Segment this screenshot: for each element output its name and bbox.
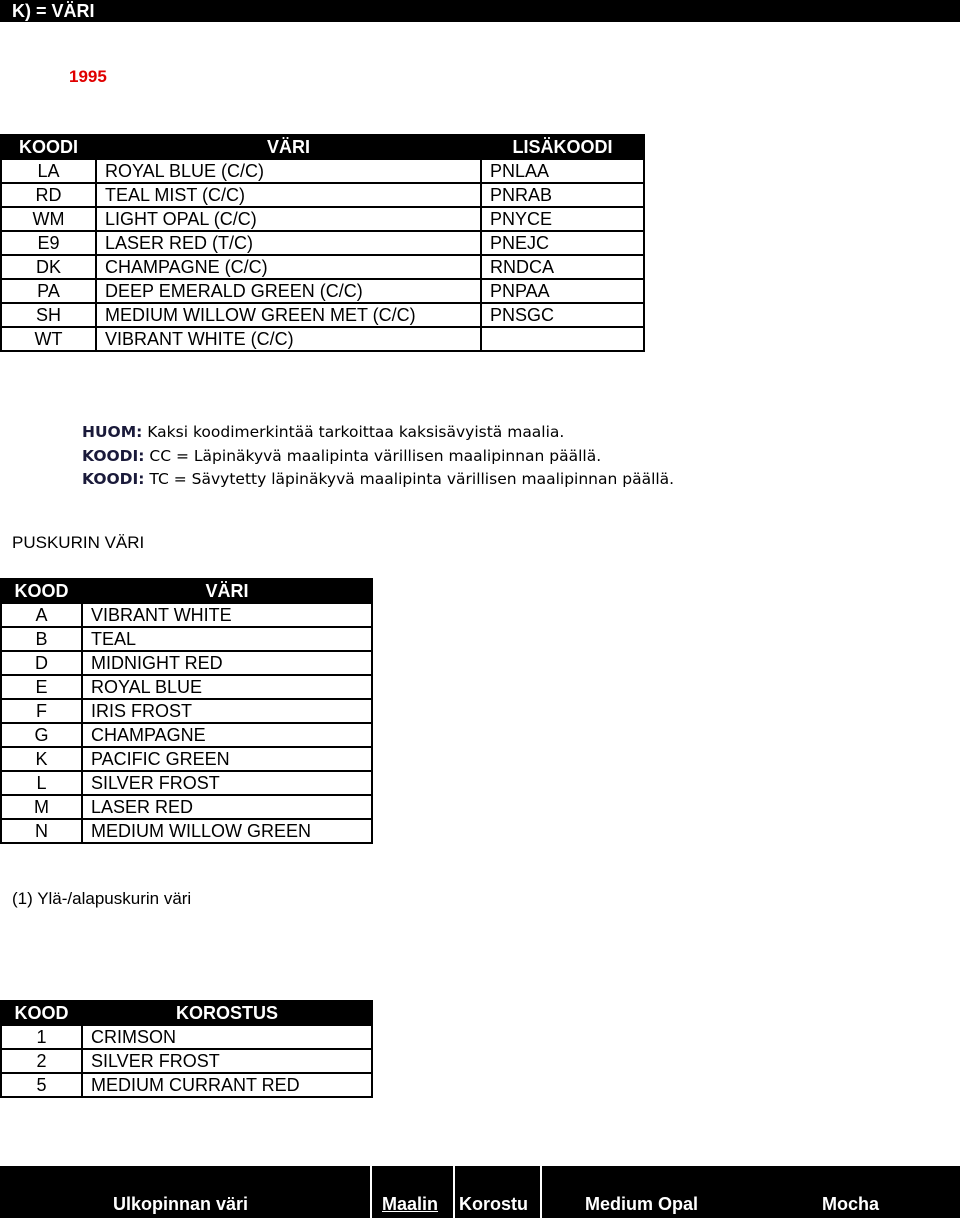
table-cell: CRIMSON <box>82 1025 372 1049</box>
table-row <box>1 327 644 351</box>
table-cell: LA <box>1 159 96 183</box>
table-row <box>1 1073 372 1097</box>
table-cell: PNEJC <box>481 231 644 255</box>
col-header-color: VÄRI <box>82 579 372 603</box>
table-cell: 1 <box>1 1025 82 1049</box>
table-cell: SILVER FROST <box>82 1049 372 1073</box>
table-cell: SILVER FROST <box>82 771 372 795</box>
table-row <box>1 651 372 675</box>
table-cell: TEAL <box>82 627 372 651</box>
footer-divider <box>540 1166 542 1218</box>
table-cell: PNPAA <box>481 279 644 303</box>
notes-block <box>82 421 674 492</box>
table-cell: TEAL MIST (C/C) <box>96 183 481 207</box>
table-cell: DEEP EMERALD GREEN (C/C) <box>96 279 481 303</box>
footer-accent: Korostu <box>459 1194 528 1214</box>
col-header-color: VÄRI <box>96 135 481 159</box>
table-cell: CHAMPAGNE <box>82 723 372 747</box>
table-cell: M <box>1 795 82 819</box>
table-cell: G <box>1 723 82 747</box>
table-cell: VIBRANT WHITE (C/C) <box>96 327 481 351</box>
note-text: Kaksi koodimerkintää tarkoittaa kaksisävyistä maalia. <box>142 423 565 441</box>
table-cell: LIGHT OPAL (C/C) <box>96 207 481 231</box>
table-cell: PNLAA <box>481 159 644 183</box>
table-cell: CHAMPAGNE (C/C) <box>96 255 481 279</box>
table-cell: ROYAL BLUE (C/C) <box>96 159 481 183</box>
table-row <box>1 231 644 255</box>
table-cell: N <box>1 819 82 843</box>
table-row <box>1 747 372 771</box>
table-cell: PNRAB <box>481 183 644 207</box>
col-header-code: KOODI <box>1 135 96 159</box>
note-line <box>82 445 674 469</box>
table-cell: WT <box>1 327 96 351</box>
accent-table <box>0 1000 373 1098</box>
footer-divider <box>453 1166 455 1218</box>
table-cell: WM <box>1 207 96 231</box>
table-cell: LASER RED <box>82 795 372 819</box>
table-row <box>1 255 644 279</box>
table-row <box>1 699 372 723</box>
colors-table <box>0 134 645 352</box>
table-header-row <box>1 1001 372 1025</box>
note-text: TC = Sävytetty läpinäkyvä maalipinta värillisen maalipinnan päällä. <box>144 470 675 488</box>
table-header-row <box>1 135 644 159</box>
note-key: HUOM: <box>82 423 143 441</box>
table-cell: MEDIUM WILLOW GREEN <box>82 819 372 843</box>
table-cell: K <box>1 747 82 771</box>
table-row <box>1 819 372 843</box>
table-cell: RD <box>1 183 96 207</box>
table-row <box>1 1025 372 1049</box>
col-header-accent: KOROSTUS <box>82 1001 372 1025</box>
table-cell: SH <box>1 303 96 327</box>
table-cell: LASER RED (T/C) <box>96 231 481 255</box>
table-cell: PACIFIC GREEN <box>82 747 372 771</box>
table-cell: L <box>1 771 82 795</box>
table-cell: VIBRANT WHITE <box>82 603 372 627</box>
bumper-note: (1) Ylä-/alapuskurin väri <box>12 889 192 908</box>
table-cell: A <box>1 603 82 627</box>
table-row <box>1 723 372 747</box>
table-row <box>1 1049 372 1073</box>
table-row <box>1 627 372 651</box>
footer-mocha: Mocha <box>822 1194 880 1214</box>
table-cell: E <box>1 675 82 699</box>
table-cell: D <box>1 651 82 675</box>
bumper-table <box>0 578 373 844</box>
table-cell: PNYCE <box>481 207 644 231</box>
table-cell: IRIS FROST <box>82 699 372 723</box>
footer-medium-opal: Medium Opal <box>585 1194 699 1214</box>
table-cell: RNDCA <box>481 255 644 279</box>
page-header <box>0 0 960 22</box>
col-header-code: KOOD <box>1 1001 82 1025</box>
footer-exterior-color: Ulkopinnan väri <box>113 1194 249 1214</box>
table-cell: B <box>1 627 82 651</box>
table-cell <box>481 327 644 351</box>
table-cell: MEDIUM CURRANT RED <box>82 1073 372 1097</box>
table-cell: 2 <box>1 1049 82 1073</box>
table-row <box>1 207 644 231</box>
table-cell: PA <box>1 279 96 303</box>
bumper-section-label: PUSKURIN VÄRI <box>12 533 145 552</box>
note-key: KOODI: <box>82 446 145 465</box>
table-cell: PNSGC <box>481 303 644 327</box>
table-cell: MEDIUM WILLOW GREEN MET (C/C) <box>96 303 481 327</box>
note-key: KOODI: <box>82 470 145 488</box>
table-row <box>1 675 372 699</box>
table-row <box>1 279 644 303</box>
footer-bar <box>0 1166 960 1218</box>
table-row <box>1 603 372 627</box>
note-line <box>82 421 674 445</box>
table-row <box>1 771 372 795</box>
table-cell: ROYAL BLUE <box>82 675 372 699</box>
table-row <box>1 183 644 207</box>
table-cell: E9 <box>1 231 96 255</box>
footer-divider <box>370 1166 372 1218</box>
note-line <box>82 468 674 492</box>
table-row <box>1 159 644 183</box>
table-cell: DK <box>1 255 96 279</box>
table-cell: 5 <box>1 1073 82 1097</box>
footer-paint: Maalin <box>382 1194 439 1214</box>
table-cell: F <box>1 699 82 723</box>
year-label: 1995 <box>69 67 107 86</box>
table-row <box>1 795 372 819</box>
col-header-extra-code: LISÄKOODI <box>481 135 644 159</box>
table-cell: MIDNIGHT RED <box>82 651 372 675</box>
table-header-row <box>1 579 372 603</box>
col-header-code: KOOD <box>1 579 82 603</box>
table-row <box>1 303 644 327</box>
page-title: K) = VÄRI <box>12 1 95 21</box>
note-text: CC = Läpinäkyvä maalipinta värillisen maalipinnan päällä. <box>144 446 602 465</box>
